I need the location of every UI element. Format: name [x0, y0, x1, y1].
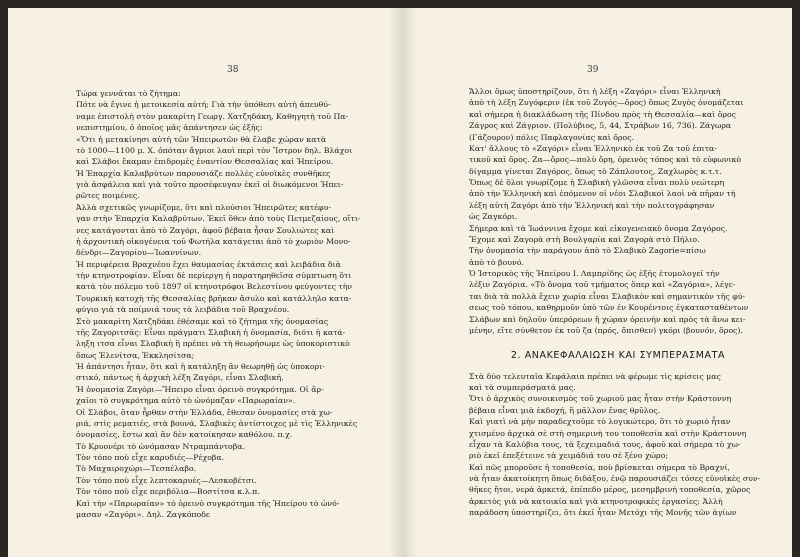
- text-line: ὀνομασίες, ἔστω καὶ ἂν δὲν κατοίκησαν καθόλου. π.χ.: [76, 430, 293, 440]
- text-line: Στὸ μακαρίτη Χατζηδάκι ἐθέσαμε καὶ τὸ ζήτημα τῆς ὀνομασίας: [76, 316, 329, 326]
- gutter-shadow: [389, 8, 403, 557]
- text-line: Ζάγρος καὶ Ζάγριον. (Πολύβιος, 5, 44, Στράβων 16, 736). Ζάγωρα: [469, 121, 732, 131]
- text-line: Τὸν τόπο ποὺ εἶχε καρυδιές—Ρέχοβα.: [76, 453, 225, 462]
- text-line: δένδρι—Ζαγορίου—Ἰωαννίνων.: [76, 248, 202, 258]
- text-line: Ὅπως δὲ ὅλοι γνωρίζομε ἡ Σλαβικὴ γλῶσσα εἶναι πολὺ νεώτερη: [469, 178, 725, 187]
- text-line: τῆς Ζαγοριτσᾶς: Εἶναι πράγματι Σλαβικὴ ἡ ὀνομασία, διότι ἡ κατά-: [76, 327, 346, 337]
- text-line: ἀπὸ τὴ λέξη Ζυγόφεριν (ἐκ τοῦ Ζυγός—ὄρος) ὅπως Ζυγὸς ὀνομάζεται: [469, 98, 744, 108]
- text-line: Ἀλλὰ σχετικῶς γνωρίζομε, ὅτι καὶ πλούσιοι Ἠπειρῶτες κατέφυ-: [76, 202, 331, 212]
- text-line: ἀρκετὸς γιὰ νὰ κατοικία καὶ γιὰ κτηνοτροφικὲς ἐργασίες; Ἀλλὴ: [469, 496, 723, 506]
- text-line: καὶ Σλάβοι ἔκαμαν ἐπιδρομὲς ἐναντίον Θεσσαλίας καὶ Ἠπείρου.: [76, 157, 334, 167]
- paragraph-block: [469, 371, 767, 519]
- text-line: νεπιστημίου, ὁ ὁποῖος μᾶς ἀπάντησεν ὡς ἑξῆς:: [76, 123, 263, 133]
- text-line: Καὶ πῶς μποροῦσε ἡ τοποθεσία, ποὺ βρίσκεται σήμερα τὸ Βραχνί,: [469, 462, 731, 472]
- text-line: Τουρκικὴ κατοχὴ τῆς Θεσσαλίας βρῆκαν ἄσυλο καὶ κατάλληλο κατα-: [76, 293, 352, 303]
- text-line: ἡ ἀρχοντικὴ οἰκογένεια τοῦ Φωτήλα κατάγεται ἀπὸ τὸ χωριὸν Μονο-: [76, 236, 351, 246]
- section-heading: 2. ΑΝΑΚΕΦΑΛΑΙΩΣΗ ΚΑΙ ΣΥΜΠΕΡΑΣΜΑΤΑ: [510, 350, 726, 362]
- text-line: Ὁ Ἱστορικὸς τῆς Ἠπείρου Ι. Λαμπρίδης ὡς ἑξῆς ἐτυμολογεῖ τὴν: [469, 269, 720, 278]
- text-line: ναμε ἐπιστολὴ στὸν μακαρίτη Γεωργ. Χατζηδάκη, Καθηγητὴ τοῦ Πα-: [76, 111, 349, 121]
- text-line: ριὸ ἐκεῖ ἐπεξέτεινε τὰ χειμάδιά του σὲ ξένο χώρο;: [469, 451, 668, 461]
- right-page-body: [469, 86, 767, 519]
- text-line: τὸ 1000—1100 μ. Χ. ὁπόταν ἄγριοι λαοὶ περὶ τὸν Ἴστρον δηλ. Βλάχοι: [76, 145, 353, 155]
- text-line: χτισμένο ἀρχικὰ σὲ στὴ σημερινὴ του τοποθεσία καὶ στὴν Κράστοννη: [469, 428, 747, 438]
- text-line: φύγιο γιὰ τὰ ποίμνιά τους τὰ λειβάδια τοῦ Βραχνέου.: [76, 305, 290, 315]
- page-number: 38: [227, 65, 239, 75]
- text-line: δίγαμμα γίνεται Ζαγόρος, ὅπως τὸ Ζάπλουτος, Ζαχλωρὸς κ.τ.τ.: [469, 166, 722, 176]
- text-line: Κατ' ἄλλους τὸ «Ζαγόρι» εἶναι Ἑλληνικὸ ἐκ τοῦ Ζα τοῦ ἐπιτα-: [469, 143, 717, 153]
- text-line: Καὶ τὴν «Παρωραίαν» τὸ ὀρεινὸ συγκρότημα τῆς Ἠπείρου τὸ ὠνό-: [76, 498, 340, 508]
- text-line: τὴν κτηνοτροφίαν. Εἶναι δὲ περίεργη ἡ παρατηρηθεῖσα σύμπτωση ὅτι: [76, 271, 352, 280]
- text-line: νες κατάγονται ἀπὸ τὸ Ζαγόρι, ἀφοῦ βέβαια ἦσαν Σουλιώτες καὶ: [76, 225, 335, 235]
- text-line: μασαν «Ζαγόρι». Δηλ. Ζαγκόποδε: [76, 509, 210, 519]
- left-page-body: [76, 88, 366, 520]
- text-line: Τώρα γεννᾶται τὸ ζήτημα:: [76, 89, 181, 98]
- text-line: Πότε νὰ ἔγινε ἡ μετοικεσία αὐτή; Γιὰ τὴν ὑπόθεσι αὐτὴ ἀπευθύ-: [76, 100, 331, 110]
- text-line: ται διὰ τὰ πολλὰ ἔχειν χωρία εἶναι Σλαβικὸν καὶ σημαντικὸν τῆς φύ-: [469, 291, 746, 301]
- text-line: λέξη αὐτὴ Ζαγόρι ἀπὸ τὴν Ἑλληνικὴ καὶ τὴν πολιτογράφησαν: [469, 200, 715, 210]
- text-line: λέξιν Ζαγόρια. «Τὸ ὄνομα τοῦ τμήματος ὅπερ καὶ «Ζαγόρια», λέγε-: [469, 280, 736, 290]
- text-line: Ἡ Ἐπαρχία Καλαβρύτων παρουσιάζε πολλὲς εὐνοϊκὲς συνθῆκες: [76, 168, 331, 178]
- text-line: παράδοση ὑποστηρίζει, ὅτι ἐκεῖ ἦταν Μετόχι τῆς Μονῆς τῶν ἁγίων: [469, 508, 737, 518]
- text-line: Τὸ Κρυονέρι τὸ ὠνόμασαν Ντραμπάντοβα.: [76, 441, 245, 451]
- text-line: Ἡ περιφέρεια Βραχνέου ἔχει θαυμασίας ἐκτάσεις καὶ λειβάδια διὰ: [76, 259, 341, 269]
- text-line: θῆκες ἤτοι, νερὰ ἀρκετά, ἐπίπεδο μέρος, μεσημβρινὴ τοποθεσία, χῶρος: [469, 485, 751, 495]
- text-line: χαῖοι τὸ συγκρότημα αὐτὸ τὸ ὠνόμαζαν «Παρωραίαν».: [76, 396, 296, 406]
- text-line: Ἄλλοι ὅμως ὑποστηρίζουν, ὅτι ἡ λέξη «Ζαγόρι» εἶναι Ἑλληνικὴ: [469, 87, 721, 96]
- text-line: Ἡ ὀνομασία Ζαγόρι—Ἤπειρο εἶναι ὀρεινὸ συγκρότημα. Οἱ ἄρ-: [76, 384, 324, 394]
- text-line: Καὶ γιατὶ νὰ μὴν παραδεχτοῦμε τὸ λογικώτερο, ὅτι τὸ χωριὸ ἦταν: [469, 417, 731, 427]
- text-line: ριά, στὶς ρεματιές, στὰ βουνά, Σλαβικὲς ἀντίστοιχες μὲ τὶς Ἑλληνικὲς: [76, 418, 358, 428]
- text-line: νὰ ἦταν ἀκατοίκητη ὅπως διδάξου, ἐνῷ παρουσιάζει τόσες εὐνοϊκὲς συν-: [469, 474, 761, 483]
- text-line: γιὰ ἀσφάλεια καὶ γιὰ τοῦτο προσέφευγαν ἐκεῖ οἱ διωκόμενοι Ἠπει-: [76, 180, 344, 189]
- text-line: Στὰ δύο τελευταῖα Κεφάλαια πρέπει νὰ φέρωμε τὶς κρίσεις μας: [469, 371, 721, 381]
- text-line: Ἔχομε καὶ Ζαγορὰ στὴ Βουλγαρία καὶ Ζαγορὰ στὸ Πήλιο.: [469, 234, 700, 244]
- text-line: εἶχαν τὰ Καλύβια τους, τὰ ξεχειμαδιά τους, ἀφοῦ καὶ σήμερα τὸ χω-: [469, 439, 741, 449]
- text-line: Οἱ Σλάβοι, ὅταν ἦρθαν στὴν Ἑλλάδα, ἔθεσαν ὀνομασίες στὰ χω-: [76, 407, 333, 417]
- text-line: ληξη ιτσα εἶναι Σλαβικὴ ἢ πρέπει νὰ τὴ θεωρήσωμε ὡς ὑποκοριστικὸ: [76, 339, 350, 349]
- text-line: στικό, πάντως ἡ ἀρχικὴ λέξη Ζαγόρι, εἶναι Σλαβική.: [76, 373, 284, 383]
- right-page: [403, 8, 792, 557]
- text-line: ρῶτες ποιμένες.: [76, 191, 140, 201]
- text-line: Τὴν ὀνομασία τὴν παράγουν ἀπὸ τὸ Σλαβικὸ Zagorie=πίσω: [469, 246, 706, 256]
- text-line: Τὸ Μαχαιροχώρι—Τεσπέλαβο.: [76, 464, 197, 474]
- text-line: Σλάβων καὶ δηλοῦν ὑπερόρεων ἢ χώραν ὀρεινὴν καὶ πρὸς τὰ ἄνω κει-: [469, 314, 746, 324]
- text-line: Σήμερα καὶ τὰ Ἰωάννινα ἔχομε καὶ εἰκογενειακὸ ὄνομα Ζαγόρος.: [469, 223, 728, 233]
- gutter-shadow: [403, 8, 417, 557]
- text-line: Ἡ ἀπάντησι ἦταν, ὅτι καὶ ἡ κατάληξη ἂν θεωρηθῇ ὡς ὑποκορι-: [76, 362, 325, 371]
- text-line: γαν στὴν Ἐπαρχία Καλαβρύτων. Ἐκεῖ ὅθεν ἀπὸ τοὺς Πετμεζαίους, οἵτι-: [76, 214, 361, 224]
- text-line: Τὸν τόπο ποὺ εἶχε περιβόλια—Βοστίτσα κ.λ.π.: [76, 487, 260, 497]
- text-line: κατὰ τὸν πόλεμο τοῦ 1897 οἱ κτηνοτρόφοι Βελεστίνου φεύγοντες τὴν: [76, 282, 353, 292]
- text-line: Ὅτι ὁ ἀρχικὸς συνοικισμὸς τοῦ χωριοῦ μας ἦταν στὴν Κράστοννη: [469, 394, 732, 404]
- text-line: βέβαια εἶναι μιὰ ἐκδοχή, ἢ μᾶλλον ἕνας θρῦλος.: [469, 405, 661, 415]
- text-line: καὶ τὰ συμπεράσματά μας.: [469, 383, 576, 392]
- text-line: ὡς Ζαγκόρι.: [469, 212, 518, 222]
- text-line: ὅπως Ἐλενίτσα, Ἐκκλησίτσα;: [76, 350, 195, 360]
- left-page: [8, 8, 404, 557]
- text-line: ἀπὸ τὸ βουνό.: [469, 257, 524, 267]
- text-line: «Ὅτι ἡ μετακίνησι αὐτὴ τῶν Ἠπειρωτῶν θὰ ἔλαβε χώραν κατὰ: [76, 134, 327, 144]
- text-line: σεως τοῦ τόπου, καθηρμοῦν ὑπὸ τῶν ἐν Κουρέντοις ἐγκατασταθέντων: [469, 303, 749, 313]
- text-line: μένην, εἴτε σύνθετον ἐκ τοῦ ζα (πρός, ὄπισθεν) γκόρι (βουνόν, ὄρος).: [469, 325, 743, 335]
- page-number: 39: [587, 65, 599, 75]
- text-line: τικοῦ καὶ ὄρος. Ζα—ὄρος—πολὺ ὄρη, ὀρεινὸς τόπος καὶ τὸ εὐφωνικὸ: [469, 155, 742, 165]
- paragraph-block: [469, 86, 767, 336]
- text-line: (Γάζουρον) πόλις Παφλαγονίας καὶ ὄρος.: [469, 132, 635, 142]
- text-line: ἀπὸ τὴν Ἑλληνικὴ καὶ ἐπόμενον οἱ νέοι Σλαβικοὶ λαοὶ νὰ πῆραν τὴ: [469, 189, 736, 199]
- text-line: καὶ σήμερα ἡ διακλάδωση τῆς Πίνδου πρὸς τὴ Θεσσαλία—καὶ ὄρος: [469, 109, 737, 119]
- text-line: Τὸν τόπο ποὺ εἶχε λεπτοκαρυές—Λεσκοβέτσι.: [76, 475, 257, 485]
